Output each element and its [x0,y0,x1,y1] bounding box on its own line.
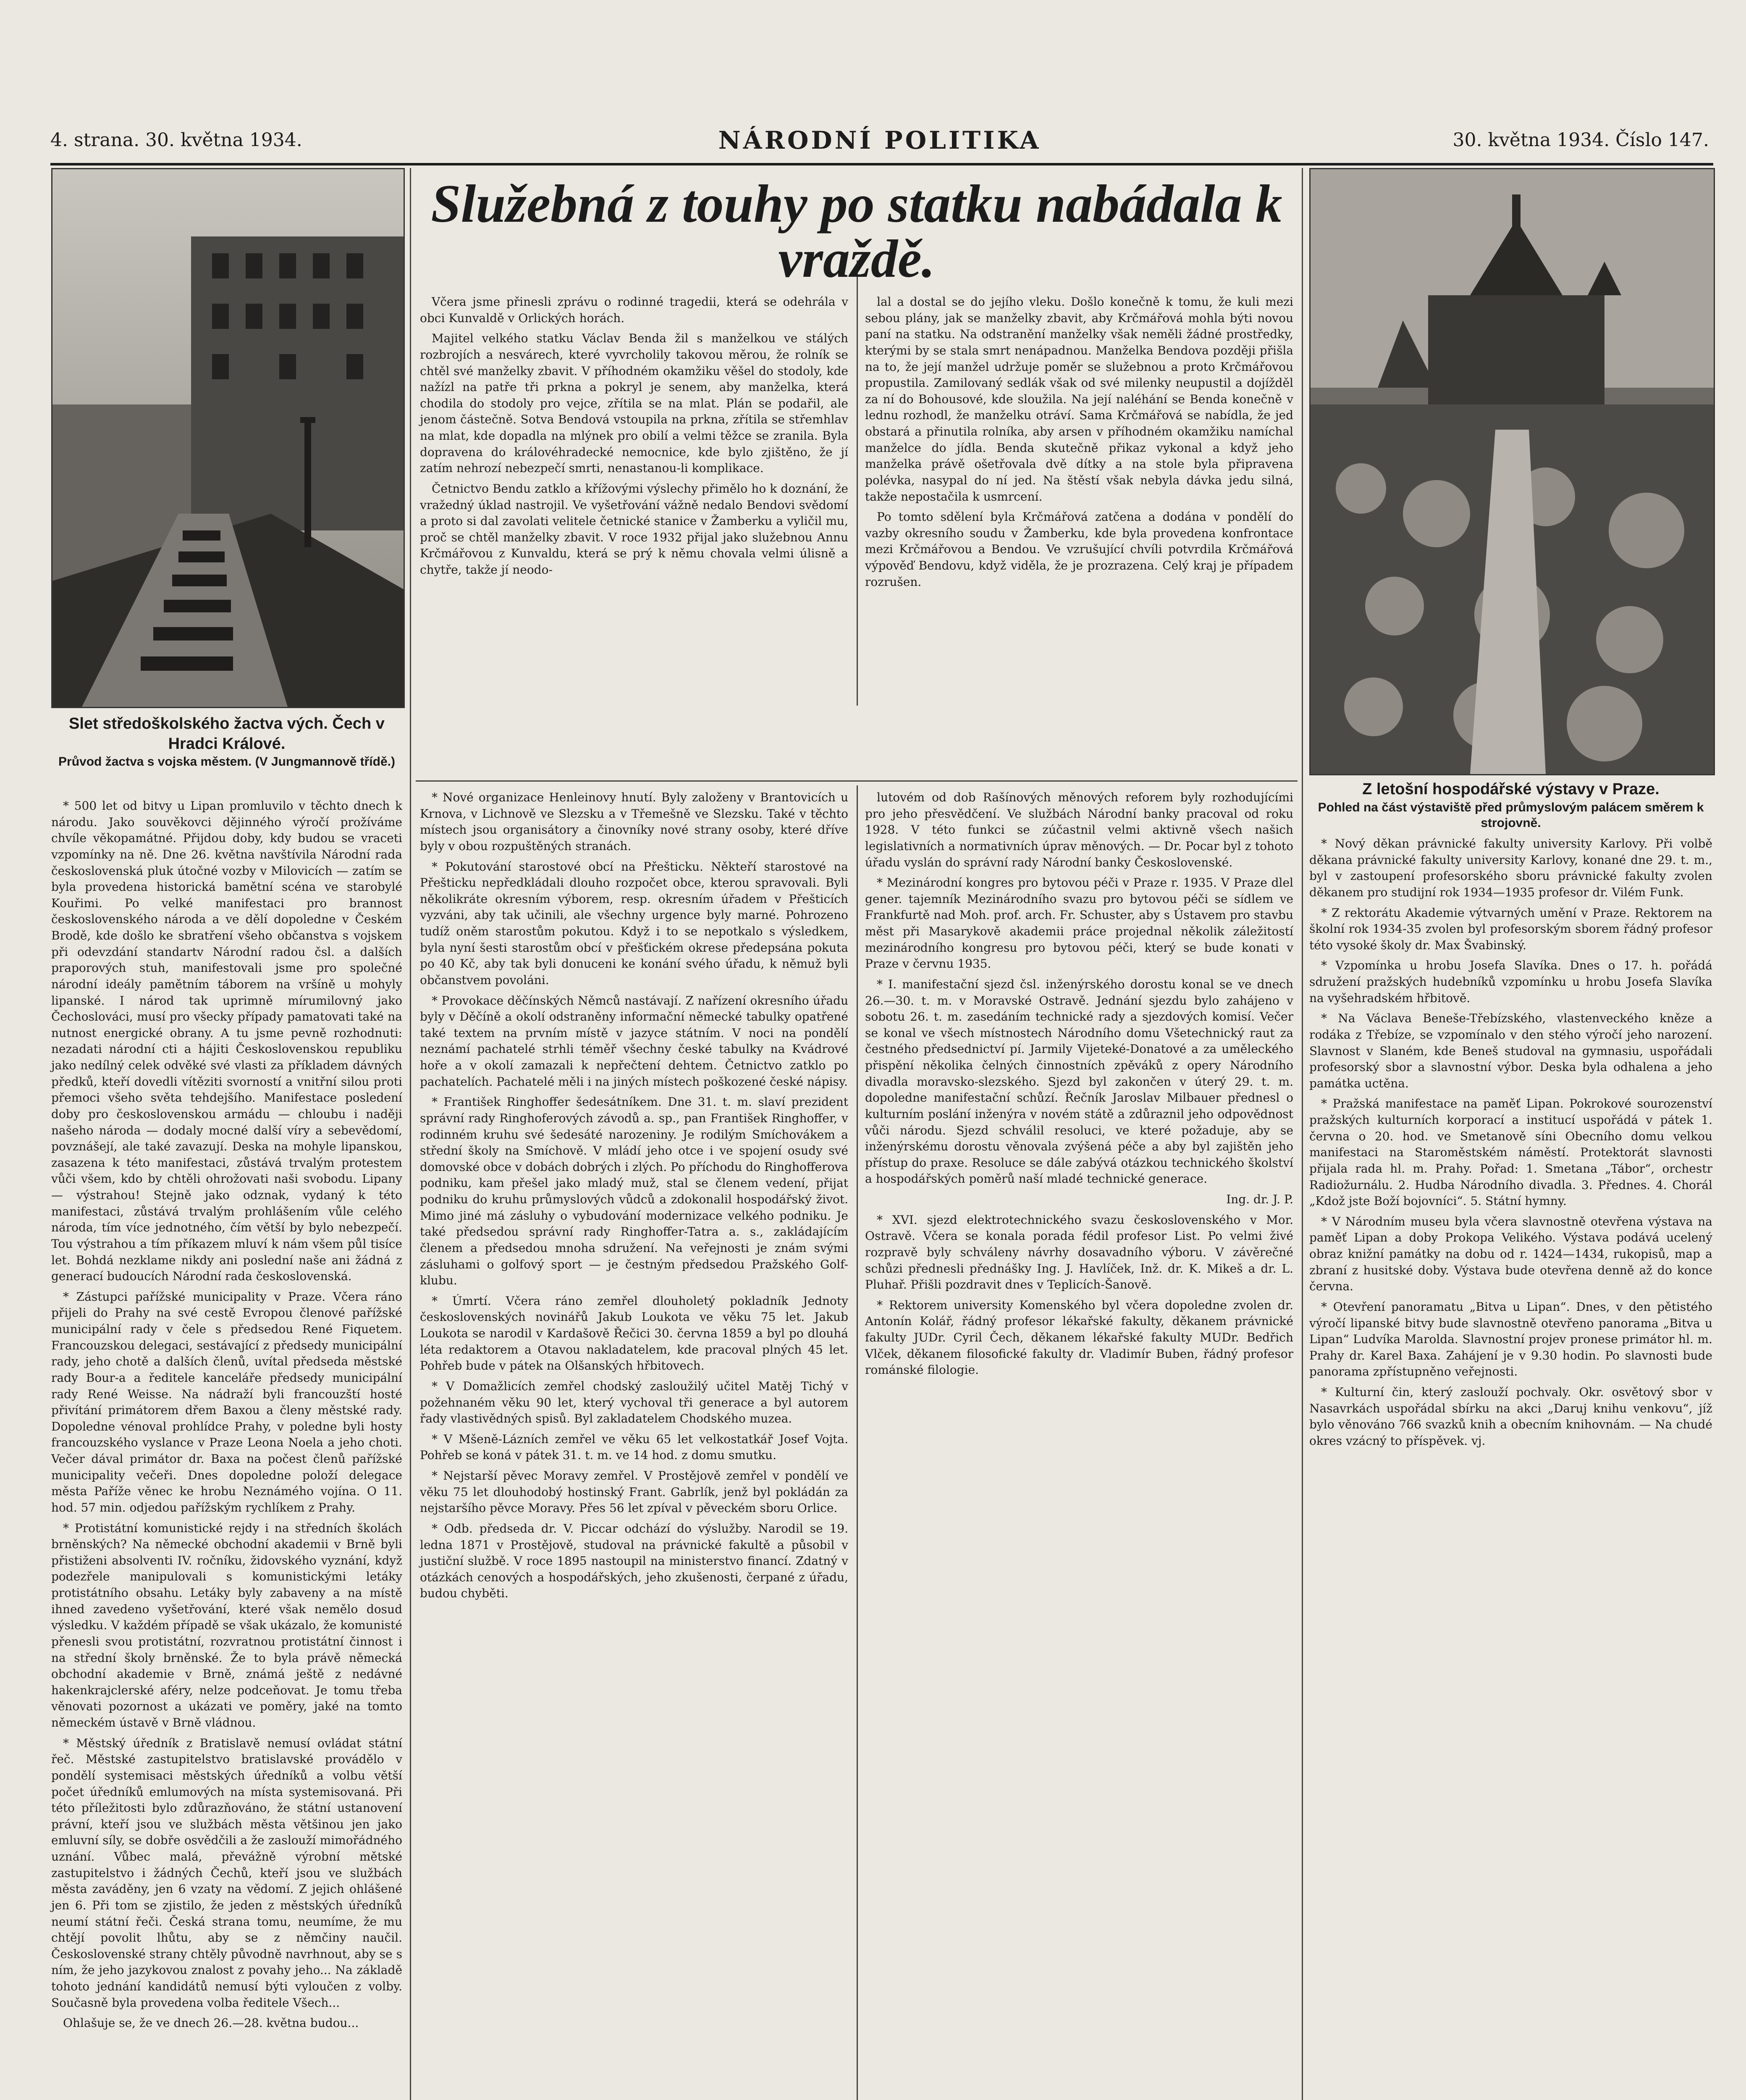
news-column-4 [1309,836,1712,1454]
news-item: * XVI. sjezd elektrotechnického svazu československého v Mor. Ostravě. Včera se konala porada fédil profesor List. Po velmi živé rozpravě byly schváleny návrhy dosavadního výboru. V závěrečné schůzi přednesli přednášky Ing. J. Havlíček, Inž. dr. K. Mikeš a dr. L. Pluhař. Přišli pozdravit dnes v Teplicích-Šanově. [865,1213,1293,1292]
right-photo-caption-sub: Pohled na část výstaviště před průmyslovým palácem směrem k strojovně. [1318,800,1704,830]
page-issue-right: 30. května 1934. Číslo 147. [1452,129,1709,151]
newspaper-title: NÁRODNÍ POLITIKA [718,126,1041,155]
news-item: * Mezinárodní kongres pro bytovou péči v Praze r. 1935. V Praze dlel gener. tajemník Mezinárodního svazu pro bytovou péči se sídlem ve Frankfurtě nad Moh. prof. arch. Fr. Schuster, aby s Ústavem pro stavbu měst při Masarykově akademii práce projednal několik záležitostí mezinárodního kongresu pro bytovou péči, který se bude konati v Praze v červnu 1935. [865,876,1293,971]
news-item: * Rektorem university Komenského byl včera dopoledne zvolen dr. Antonín Kolář, řádný profesor lékařské fakulty, děkanem právnické fakulty JUDr. Cyril Čech, děkanem lékařské fakulty MUDr. Bedřich Vlček, děkanem filosofické fakulty dr. Vladimír Buben, řádný profesor románské filologie. [865,1298,1293,1377]
lead-paragraph: lal a dostal se do jejího vleku. Došlo konečně k tomu, že kuli mezi sebou plány, jak se manželky zbavit, aby Krčmářová mohla býti novou paní na statku. Na odstranění manželky však neměli žádné prostředky, kterými by se stala smrt nenápadnou. Manželka Bendova později přišla na to, že její manžel udržuje poměr se služebnou a proto Krčmářovou propustila. Zamilovaný sedlák však od své milenky neupustil a dojížděl za ní do Bohousové, kde sloužila. Na její naléhání se Benda konečně v lednu rozhodl, že manželku otráví. Sama Krčmářová se nabídla, že jed obstará a přinutila rolníka, aby arsen v příhodném okamžiku namíchal manželce do jídla. Benda skutečně přikaz vykonal a když jeho manželka právě ošetřovala dvě dítky a na stole byla připravena polévka, nasypal do ní jed. Na štěstí však nebyla dávka jedu silná, takže nepostačila k usmrcení. [865,295,1293,504]
column-rule-1 [410,168,411,2100]
news-item: * I. manifestační sjezd čsl. inženýrského dorostu konal se ve dnech 26.—30. t. m. v Moravské Ostravě. Jednání sjezdu bylo zahájeno v sobotu 26. t. m. zasedáním technické rady a sjezdových komisí. Večer se konal ve všech místnostech Národního domu Všetechnický raut za čestného předsednictví pí. Jarmily Vijeteké-Donatové a za uměleckého přispění několika čelných činnostních zpěváků z opery Národního divadla moravsko-slezského. Sjezd byl zakončen v úterý 29. t. m. dopoledne manifestační schůzí. Řečník Jaroslav Milbauer přednesl o kulturním poslání inženýra v novém státě a zdůraznil jeho odpovědnost vůči národu. Sjezd schválil resoluci, ve které požaduje, aby se inženýrskému dorostu věnovala zvýšená péče a aby byl zajištěn jeho přístup do praxe. Resoluce se dále zabývá otázkou technického školství a hospodářských poměrů naší mladé technické generace. [865,977,1293,1186]
news-item: * Úmrtí. Včera ráno zemřel dlouholetý pokladník Jednoty československých novinářů Jakub Loukota ve věku 75 let. Jakub Loukota se narodil v Kardašově Řečici 30. června 1859 a byl po dlouhá léta redaktorem a Otavou nakladatelem, kde pracoval plných 45 let. Pohřeb bude v pátek na Olšanských hřbitovech. [420,1294,848,1373]
lead-paragraph: Po tomto sdělení byla Krčmářová zatčena a dodána v pondělí do vazby okresního soudu v Žamberku, kde byla provedena konfrontace mezi Krčmářovou a Bendou. Ve vzrušující chvíli potvrdila Krčmářová výpověď Bendovu, když viděla, že je prozrazena. Celý kraj je případem rozrušen. [865,510,1293,589]
news-item: * 500 let od bitvy u Lipan promluvilo v těchto dnech k národu. Jako souvěkovci dějinného výročí prožíváme chvíle věkopamátné. Přijdou doby, kdy budou se vraceti vzpomínky na ně. Dne 26. května navštívila Národní rada československá pluk útočné vozby v Milovicích — zatím se byla provedena historická bamětní scéna ve starobylé Kouřimi. Po velké manifestaci pro brannost československého národa a ve dělí dopoledne v Českém Brodě, kde došlo ke sbratření všeho občanstva s vojskem při odevzdání standartv Národní radou čsl. a dalších praporových stuh, manifestovali jsme pro společné národní ideály pamětním táborem na vršíně u mohyly lipanské. I národ tak uprimně mírumilovný jako Čechoslováci, musí pro všecky případy pamatovati také na nutnost energické obrany. A tu jsme pevně rozhodnuti: nezadati národní cti a hájiti Československou republiku jako nedílný celek odvěké své vlasti za příkladem dávných předků, kteří dovedli vítěziti svorností a vnitřní silou proti přemoci všeho světa tehdejšího. Manifestace posledení doby pro československou armádu — chloubu i naději našeho národa — dodaly mocné další víry a sebevědomí, povznášejí, ale také zavazují. Deska na mohyle lipanskou, zasazena k této manifestaci, zůstává trvalým protestem vůči všem, kdo by chtěli ohrožovati naši svobodu. Lipany — výstrahou! Stejně jako odznak, vydaný k této manifestaci, zůstává trvalým prohlášením vůle celého národa, tím více jednotného, čím větší by bylo nebezpečí. Tou výstrahou a tím příkazem mluví k nám všem půl tisíce let. Bohdá nezklame nikdy ani poslední naše ani žádná z generací budoucích Národní rada československá. [51,799,402,1284]
news-item: * Odb. předseda dr. V. Piccar odchází do výslužby. Narodil se 19. ledna 1871 v Prostějově, studoval na právnické fakultě a působil v justiční službě. V roce 1895 nastoupil na ministerstvo financí. Zdatný v otázkách cenových a hospodářských, jeho zkušenosti, čerpané z úřadu, budou chyběti. [420,1521,848,1601]
news-item: * Zástupci pařížské municipality v Praze. Včera ráno přijeli do Prahy na své cestě Evropou členové pařížské municipální rady v čele s předsedou René Fiquetem. Francouzskou delegaci, sestávající z předsedy municipální rady, jeho chotě a dalších členů, uvítal předseda městské rady Bour-a a ředitele kanceláře předsedy municipální rady René Weisse. Na nádraží byli francouzští hosté přivítání primátorem dřem Baxou a členy městské rady. Dopoledne vénoval prohlídce Prahy, v poledne byli hosty francouzského vyslance v Praze Leona Noela a jeho choti. Večer dával primátor dr. Baxa na počest členů pařížské municipality večeři. Dnes dopoledne položí delegace města Paříže věnec ke hrobu Neznámého vojína. O 11. hod. 57 min. odjedou pařížským rychlíkem z Prahy. [51,1289,402,1515]
news-item: Ohlašuje se, že ve dnech 26.—28. května budou... [63,2016,359,2030]
news-item: * Nové organizace Henleinovy hnutí. Byly založeny v Brantovicích u Krnova, v Lichnově ve Slezsku a v Třemešně ve Slezsku. Také v těchto místech jsou organisátory a činovníky nové strany osoby, které dříve byly v obou rozpuštěných stranách. [420,790,848,853]
news-item: * Nejstarší pěvec Moravy zemřel. V Prostějově zemřel v pondělí ve věku 75 let dlouhodobý hostinský Frant. Gabrlík, jenž byl pokládán za nejstaršího pěvce Moravy. Přes 56 let zpíval v pěveckém sboru Orlice. [420,1469,848,1515]
photo-parade-image [52,169,404,707]
news-item: * Nový děkan právnické fakulty university Karlovy. Při volbě děkana právnické fakulty university Karlovy, konané dne 29. t. m., byl v zastoupení profesorského sboru právnické fakulty zvolen děkanem pro studijní rok 1934—1935 profesor dr. Vilém Funk. [1309,837,1712,899]
right-photo-caption-title: Z letošní hospodářské výstavy v Praze. [1362,780,1659,798]
news-item: * V Mšeně-Lázních zemřel ve věku 65 let velkostatkář Josef Vojta. Pohřeb se koná v pátek 31. t. m. ve 14 hod. z domu smutku. [420,1432,848,1462]
news-item: lutovém od dob Rašínových měnových reforem byly rozhodujícími pro jeho přesvědčení. Ve službách Národní banky pracoval od roku 1928. V této funkci se zúčastnil velmi aktivně všech našich legislativních a normativních úprav měnových. — Dr. Pocar byl z tohoto úřadu vyslán do správní rady Národní banky Československé. [865,790,1293,869]
news-item: * Na Václava Beneše-Třebízského, vlastenveckého kněze a rodáka z Třebíze, se vzpomínalo v den stého výročí jeho narození. Slavnost v Slaném, kde Beneš studoval na gymnasiu, uspořádali profesorský sbor a slavnostní výbor. Deska byla odhalena a jeho památka uctěna. [1309,1011,1712,1090]
masthead [50,126,1709,160]
left-photo-caption [51,714,402,770]
news-item: * Pokutování starostové obcí na Přešticku. Někteří starostové na Přešticku nepředkládali dlouho rozpočet obce, kterou spravovali. Byli několikráte okresním výborem, resp. okresním úřadem v Přešticích vyzváni, aby tak učinili, ale všechny urgence byly marné. Pohrozeno tudíž oněm starostům pokutou. Když i to se nepotkalo s výsledkem, byla nyní šesti starostům obcí v přešťickém okrese předepsána pokuta po 40 Kč, aby tak byli donuceni ke konání svého úřadu, k němuž byli občanstvem povoláni. [420,859,848,987]
news-item: * Z rektorátu Akademie výtvarných umění v Praze. Rektorem na školní rok 1934-35 zvolen byl profesorským sborem řádný profesor této vysoké školy dr. Max Švabinský. [1309,906,1712,952]
news-signature: Ing. dr. J. P. [1226,1192,1293,1206]
news-column-2 [420,790,848,1606]
news-item: * František Ringhoffer šedesátníkem. Dne 31. t. m. slaví prezident správní rady Ringhoferových závodů a. sp., pan František Ringhoffer, v rodinném kruhu své šedesáté narozeniny. Je rodilým Smíchovákem a střední školy na Smíchově. V mládí jeho otce i ve spojení osudy své domovské obce v dobách dobrých i zlých. Po příchodu do Ringhofferova podniku, kam přešel jako mladý muž, stal se členem vedení, přijat podniku do kruhu průmyslových vůdců a zdokonalil hospodářský život. Mimo jiné má zásluhy o vybudování modernizace velkého podniku. Je také předsedou správní rady Ringhoffer-Tatra a. s., zakládajícím členem a předsedou mnoha sdružení. Na veřejnosti je znám svými zásluhami o golfový sport — je čestným předsedou Pražského Golf-klubu. [420,1095,848,1288]
news-item: * Provokace děčínských Němců nastávají. Z nařízení okresního úřadu byly v Děčíně a okolí odstraněny informační německé tabulky opatřené také textem na prvním místě v jazyce státním. V noci na pondělí neznámí pachatelé strhli téměř všechny české tabulky na Kvádrové hoře a v okolí zamazali k nepřečtení dehtem. Četnictvo zatklo po pachatelích. Pachatelé měli i na jiných místech poškozené české nápisy. [420,993,848,1089]
left-photo-caption-title: Slet středoškolského žactva vých. Čech v Hradci Králové. [69,715,385,753]
news-item: * Protistátní komunistické rejdy i na středních školách brněnských? Na německé obchodní akademii v Brně byli přistiženi absolventi IV. ročníku, židovského vyznání, když podezřele manipulovali s komunistickými letáky protistátního obsahu. Letáky byly zabaveny a na místě ihned zavedeno vyšetřování, které však nemělo dosud výsledku. V každém případě se však ukázalo, že komunisté přenesli svou protistátní, rozvratnou protistátní činnost i na střední školy brněnské. Že to byla právě německá obchodní akademie v Brně, známá ještě z nedávné hakenkrajclerské aféry, nelze podceňovat. Je tomu třeba věnovati pozornost a ukázati ve poměry, jaké na tomto německém ústavě v Brně vládnou. [51,1521,402,1730]
left-photo [51,168,405,708]
left-photo-caption-sub: Průvod žactva s vojska městem. (V Jungmannově třídě.) [58,755,395,769]
news-item: * V Národním museu byla včera slavnostně otevřena výstava na paměť Lipan a doby Prokopa Velikého. Výstava podává ucelený obraz knižní památky na dobu od r. 1424—1434, rukopisů, map a zbraní z husitské doby. Výstava bude otevřena denně až do konce června. [1309,1214,1712,1294]
news-item: * Otevření panoramatu „Bitva u Lipan“. Dnes, v den pětistého výročí lipanské bitvy bude slavnostně otevřeno panorama „Bitva u Lipan“ Ludvíka Marolda. Slavnostní projev pronese primátor hl. m. Prahy dr. Karel Baxa. Zahájení je v 9.30 hodin. Po slavnosti bude panorama zpřístupněno veřejnosti. [1309,1299,1712,1379]
lead-column-rule [857,260,858,706]
lead-headline: Služebná z touhy po statku nabádala k vraždě. [431,174,1282,289]
news-column-3 [865,790,1293,1383]
news-item: * V Domažlicích zemřel chodský zasloužilý učitel Matěj Tichý v požehnaném věku 90 let, který vychoval tři generace a byl autorem řady vlastivědných spisů. Byl zakladatelem Chodského muzea. [420,1379,848,1426]
news-item: * Městský úředník z Bratislavě nemusí ovládat státní řeč. Městské zastupitelstvo bratislavské provádělo v pondělí systemisaci městských úředníků a volbu větší počet úředníků emlumových na místa systemisovaná. Při této příležitosti bylo zdůrazňováno, že státní ustanovení právní, kteří jsou ve službách města většinou jen jako emluvní síly, se dobře osvědčili a že zaslouží mimořádného uznání. Vůbec malá, převážně výrobní mětské zastupitelstvo i žádných Čechů, kteří jsou ve službách města zaváděny, jen 6 vzaty na vědomí. Z jejich ohlášené jen 6. Při tom se zjistilo, že jeden z městských úředníků neumí státní řeči. Česká strana tomu, neumíme, že mu chtějí povolit lhůtu, aby se z němčiny naučil. Československé strany chtěly původně navrhnout, aby se s ním, že jeho jazykovou znalost z povahy jeho... Na základě tohoto jednání kandidátů nemusí býti vyloučen z volby. Současně byla provedena volba ředitele Všech... [51,1736,402,2010]
lead-paragraph: Četnictvo Bendu zatklo a křížovými výslechy přimělo ho k doznání, že vražedný úklad nastrojil. Ve vyšetřování vážně nedalo Bendovi svědomí a proto si dal zavolati velitele četnické stanice v Žamberku a vyličil mu, proč se chtěl manželky zbavit. V roce 1932 přijal jako služebnou Annu Krčmářovou z Kunvaldu, která se prý k němu chovala velmi úlisně a chytře, takže jí neodo- [420,481,848,577]
column-rule-2 [857,785,858,2100]
lead-article-col1 [420,294,848,583]
lead-bottom-rule [416,780,1298,782]
lead-paragraph: Majitel velkého statku Václav Benda žil s manželkou ve stálých rozbrojích a nesvárech, které vyvrcholily takovou měrou, že rolník se chtěl své manželky zbavit. V příhodném okamžiku věšel do stodoly, kde nažízl na patře tři prkna a pokryl je senem, aby manželka, která chodila do stodoly pro vejce, zřítila se na mlat. Plán se podařil, ale jenom částečně. Sotva Bendová vstoupila na prkna, zřítila se střemhlav na mlat, kde dopadla na mlýnek pro obilí a velmi těžce se zranila. Byla dopravena do královéhradecké nemocnice, kde bylo zjištěno, že jí zatím nehrozí nebezpečí smrti, nenastanou-li komplikace. [420,331,848,475]
page-date-left: 4. strana. 30. května 1934. [50,129,302,151]
lead-paragraph: Včera jsme přinesli zprávu o rodinné tragedii, která se odehrála v obci Kunvaldě v Orlických horách. [420,295,848,325]
column-rule-3 [1302,168,1303,2100]
news-item: * Vzpomínka u hrobu Josefa Slavíka. Dnes o 17. h. pořádá sdružení pražských hudebníků vzpomínku u hrobu Josefa Slavíka na vyšehradském hřbitově. [1309,958,1712,1005]
right-photo [1309,168,1715,775]
news-column-1 [51,798,402,2036]
lead-article-col2 [865,294,1293,594]
news-item: * Pražská manifestace na paměť Lipan. Pokrokové sourozenství pražských kulturních korporací a institucí uspořádá v pátek 1. června o 20. hod. ve Smetanově síni Obecního domu velkou manifestaci na Staroměstském náměstí. Protektorát slavnosti přijala rada hl. m. Prahy. Pořad: 1. Smetana „Tábor“, orchestr Radiožurnálu. 2. Hudba Národního divadla. 3. Přednes. 4. Chorál „Kdož jste Boží bojovníci“. 5. Státní hymny. [1309,1097,1712,1208]
right-photo-caption [1309,780,1712,831]
masthead-rule [50,163,1713,165]
news-item: * Kulturní čin, který zaslouží pochvaly. Okr. osvětový sbor v Nasavrkách uspořádal sbírku na akci „Daruj knihu venkovu“, jíž bylo věnováno 766 svazků knih a obecním knihovnám. — Na chudé okres vzácný to příspěvek. vj. [1309,1385,1712,1448]
photo-exhibition-image [1311,169,1714,774]
